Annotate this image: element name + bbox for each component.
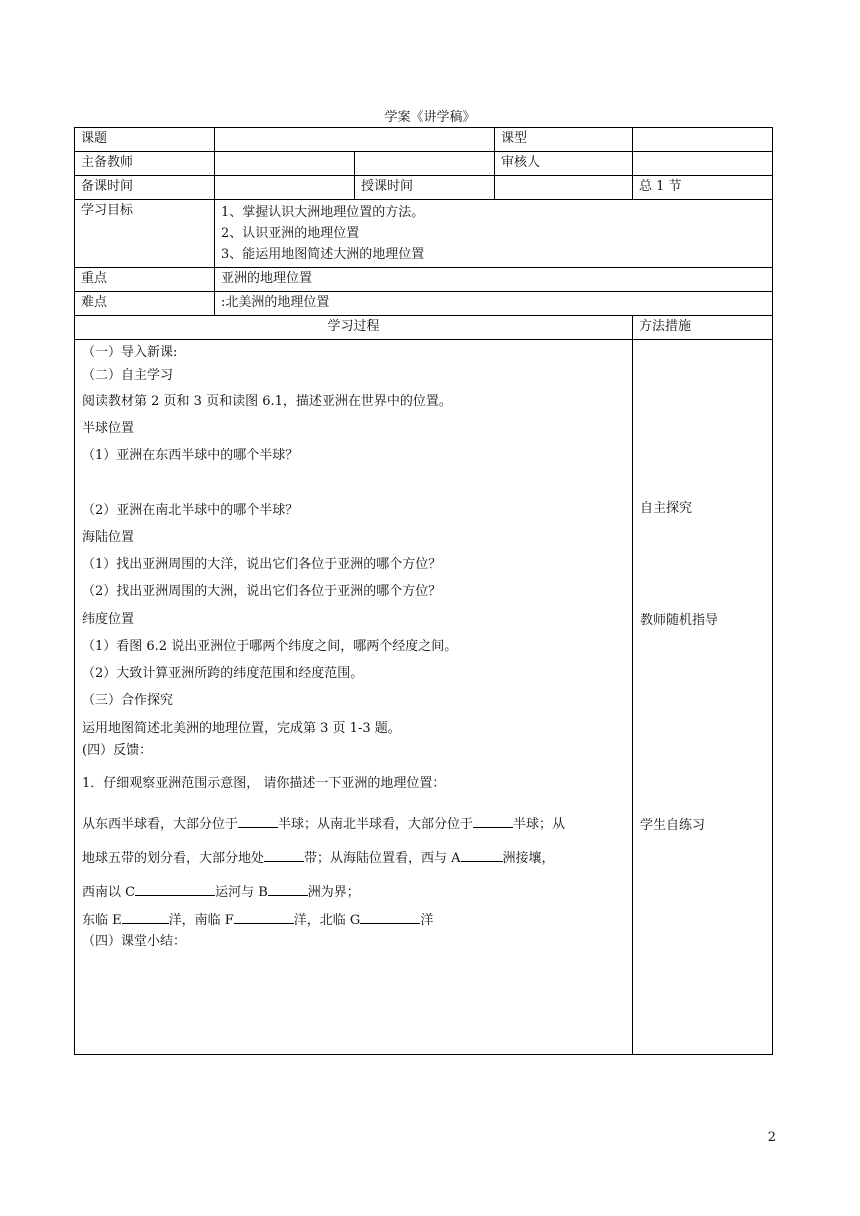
class-time-label: 授课时间 (355, 176, 495, 200)
process-line: 阅读教材第 2 页和 3 页和读图 6.1，描述亚洲在世界中的位置。 (82, 394, 452, 409)
learning-process-cell (75, 340, 633, 1055)
objectives-label: 学习目标 (75, 200, 215, 268)
page-number: 2 (767, 1130, 776, 1145)
method-header: 方法措施 (633, 316, 773, 340)
reviewer-value[interactable] (633, 152, 773, 176)
process-line: （2）找出亚洲周围的大洲，说出它们各位于亚洲的哪个方位？ (82, 584, 442, 599)
class-time-value[interactable] (495, 176, 633, 200)
fill-in-line-4: 东临 E 洋，南临 F 洋，北临 G 洋 (82, 913, 434, 928)
reviewer-label: 审核人 (495, 152, 633, 176)
teacher-label: 主备教师 (75, 152, 215, 176)
process-header: 学习过程 (75, 316, 633, 340)
key-point-label: 重点 (75, 268, 215, 292)
method-item: 学生自练习 (640, 818, 706, 833)
answer-blank[interactable] (135, 883, 215, 896)
process-line: （四）课堂小结： (82, 934, 187, 949)
fill-in-line-3: 西南以 C 运河与 B 洲为界； (82, 885, 360, 900)
process-line: （2）亚洲在南北半球中的哪个半球？ (82, 503, 299, 518)
answer-blank[interactable] (264, 849, 304, 862)
objective-item: 2、认识亚洲的地理位置 (221, 226, 360, 241)
lesson-plan-table (74, 127, 773, 1055)
type-label: 课型 (495, 128, 633, 152)
answer-blank[interactable] (122, 911, 169, 924)
method-item: 自主探究 (640, 501, 693, 516)
process-line: （1）找出亚洲周围的大洋，说出它们各位于亚洲的哪个方位？ (82, 557, 442, 572)
process-line: (四）反馈： (82, 743, 153, 758)
methods-cell (633, 340, 773, 1055)
total-sessions: 总 1 节 (633, 176, 773, 200)
difficulty-label: 难点 (75, 292, 215, 316)
process-line: 海陆位置 (82, 530, 135, 545)
process-line: 纬度位置 (82, 612, 135, 627)
key-point-value: 亚洲的地理位置 (215, 268, 773, 292)
process-line: （二）自主学习 (82, 368, 174, 383)
process-line: （1）看图 6.2 说出亚洲位于哪两个纬度之间，哪两个经度之间。 (82, 639, 458, 654)
difficulty-value: :北美洲的地理位置 (215, 292, 773, 316)
topic-value[interactable] (215, 128, 495, 152)
objective-item: 1、掌握认识大洲地理位置的方法。 (221, 205, 425, 220)
teacher-value-2[interactable] (355, 152, 495, 176)
answer-blank[interactable] (461, 849, 503, 862)
answer-blank[interactable] (473, 815, 513, 828)
fill-in-line-2: 地球五带的划分看，大部分地处 带；从海陆位置看，西与 A 洲接壤， (82, 851, 555, 866)
process-line: （一）导入新课: (82, 345, 178, 360)
prep-time-label: 备课时间 (75, 176, 215, 200)
answer-blank[interactable] (360, 911, 420, 924)
method-item: 教师随机指导 (640, 613, 719, 628)
answer-blank[interactable] (234, 911, 294, 924)
topic-label: 课题 (75, 128, 215, 152)
type-value[interactable] (633, 128, 773, 152)
document-title: 学案《讲学稿》 (384, 110, 476, 125)
process-line: 运用地图简述北美洲的地理位置，完成第 3 页 1-3 题。 (82, 721, 401, 736)
process-line: 1．仔细观察亚洲范围示意图， 请你描述一下亚洲的地理位置： (82, 776, 446, 791)
process-line: （三）合作探究 (82, 693, 174, 708)
fill-in-line-1: 从东西半球看，大部分位于 半球；从南北半球看，大部分位于 半球；从 (82, 817, 566, 832)
objective-item: 3、能运用地图简述大洲的地理位置 (221, 247, 425, 262)
teacher-value[interactable] (215, 152, 355, 176)
answer-blank[interactable] (238, 815, 278, 828)
process-line: 半球位置 (82, 421, 135, 436)
prep-time-value[interactable] (215, 176, 355, 200)
process-line: （2）大致计算亚洲所跨的纬度范围和经度范围。 (82, 666, 364, 681)
objectives-cell (215, 200, 773, 268)
process-line: （1）亚洲在东西半球中的哪个半球？ (82, 448, 299, 463)
answer-blank[interactable] (268, 883, 308, 896)
